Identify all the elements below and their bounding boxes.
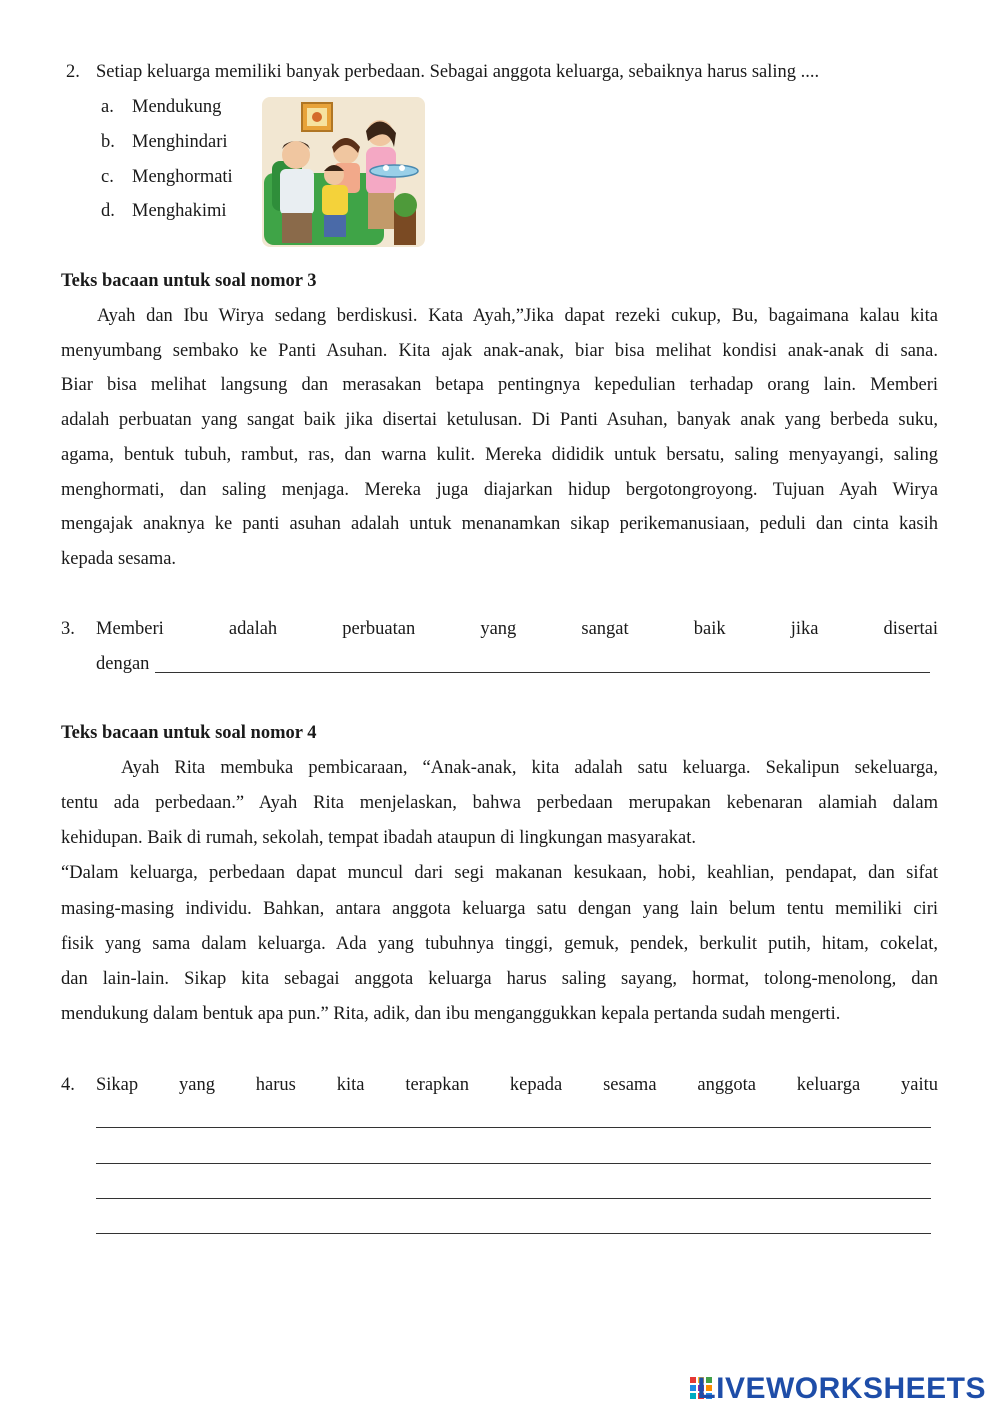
q3-number: 3.	[61, 619, 75, 639]
reading3-line: menghormati, dan saling menjaga. Mereka juga diajarkan hidup bergotongroyong. Tujuan Ayah Wirya	[61, 480, 938, 500]
liveworksheets-brand: LIVEWORKSHEETS	[697, 1372, 986, 1405]
reading4-line: mendukung dalam bentuk apa pun.” Rita, adik, dan ibu menganggukkan kepala pertanda sudah mengerti.	[61, 1004, 841, 1024]
reading3-line: Biar bisa melihat langsung dan merasakan betapa pentingnya kepedulian terhadap orang lain. Memberi	[61, 375, 938, 395]
reading4-line: “Dalam keluarga, perbedaan dapat muncul dari segi makanan kesukaan, hobi, keahlian, pendapat, dan sifat	[61, 863, 938, 883]
option-letter: a.	[101, 97, 114, 117]
reading3-line: adalah perbuatan yang sangat baik jika disertai ketulusan. Di Panti Asuhan, banyak anak yang berbeda suku,	[61, 410, 938, 430]
q4-answer-line-2[interactable]	[96, 1141, 931, 1164]
q2-question: Setiap keluarga memiliki banyak perbedaan. Sebagai anggota keluarga, sebaiknya harus saling ....	[96, 62, 820, 82]
reading4-line: tentu ada perbedaan.” Ayah Rita menjelaskan, bahwa perbedaan merupakan kebenaran alamiah dalam	[61, 793, 938, 813]
q3-question-line1: Memberi adalah perbuatan yang sangat baik jika disertai	[96, 619, 938, 639]
q4-number: 4.	[61, 1075, 75, 1095]
option-text: Menghindari	[132, 132, 228, 152]
q2-option-c[interactable]	[101, 167, 233, 188]
family-illustration	[262, 97, 425, 247]
reading4-line: masing-masing individu. Bahkan, antara anggota keluarga satu dengan yang lain belum tentu memiliki ciri	[61, 899, 938, 919]
option-text: Mendukung	[132, 97, 222, 117]
q2-option-a[interactable]	[101, 97, 221, 118]
reading4-line: kehidupan. Baik di rumah, sekolah, tempat ibadah ataupun di lingkungan masyarakat.	[61, 828, 696, 848]
reading4-line: dan lain-lain. Sikap kita sebagai anggota keluarga harus saling sayang, hormat, tolong-menolong, dan	[61, 969, 938, 989]
reading3-line: menyumbang sembako ke Panti Asuhan. Kita ajak anak-anak, biar bisa melihat kondisi anak-anak di sana.	[61, 341, 938, 361]
q2-option-d[interactable]	[101, 201, 227, 222]
option-text: Menghakimi	[132, 201, 227, 221]
q3-question-line2: dengan	[96, 654, 150, 674]
reading3-heading: Teks bacaan untuk soal nomor 3	[61, 271, 317, 291]
option-text: Menghormati	[132, 167, 233, 187]
reading4-line: fisik yang sama dalam keluarga. Ada yang tubuhnya tinggi, gemuk, pendek, berkulit putih, hitam, cokelat,	[61, 934, 938, 954]
q2-number: 2.	[66, 62, 80, 82]
option-letter: d.	[101, 201, 115, 221]
reading4-line: Ayah Rita membuka pembicaraan, “Anak-anak, kita adalah satu keluarga. Sekalipun sekeluarga,	[121, 758, 938, 778]
reading3-line: mengajak anaknya ke panti asuhan adalah untuk menanamkan sikap perikemanusiaan, peduli dan cinta kasih	[61, 514, 938, 534]
q4-answer-line-4[interactable]	[96, 1211, 931, 1234]
reading3-line: Ayah dan Ibu Wirya sedang berdiskusi. Kata Ayah,”Jika dapat rezeki cukup, Bu, bagaimana kalau kita	[97, 306, 938, 326]
option-letter: c.	[101, 167, 114, 187]
reading4-heading: Teks bacaan untuk soal nomor 4	[61, 723, 317, 743]
q4-question: Sikap yang harus kita terapkan kepada sesama anggota keluarga yaitu	[96, 1075, 938, 1095]
q4-answer-line-3[interactable]	[96, 1176, 931, 1199]
q2-option-b[interactable]	[101, 132, 228, 153]
option-letter: b.	[101, 132, 115, 152]
q4-answer-line-1[interactable]	[96, 1105, 931, 1128]
q3-answer-blank[interactable]	[155, 650, 930, 673]
reading3-line: kepada sesama.	[61, 549, 177, 569]
reading3-line: agama, bentuk tubuh, rambut, ras, dan warna kulit. Mereka dididik untuk bersatu, saling menyayangi, saling	[61, 445, 938, 465]
